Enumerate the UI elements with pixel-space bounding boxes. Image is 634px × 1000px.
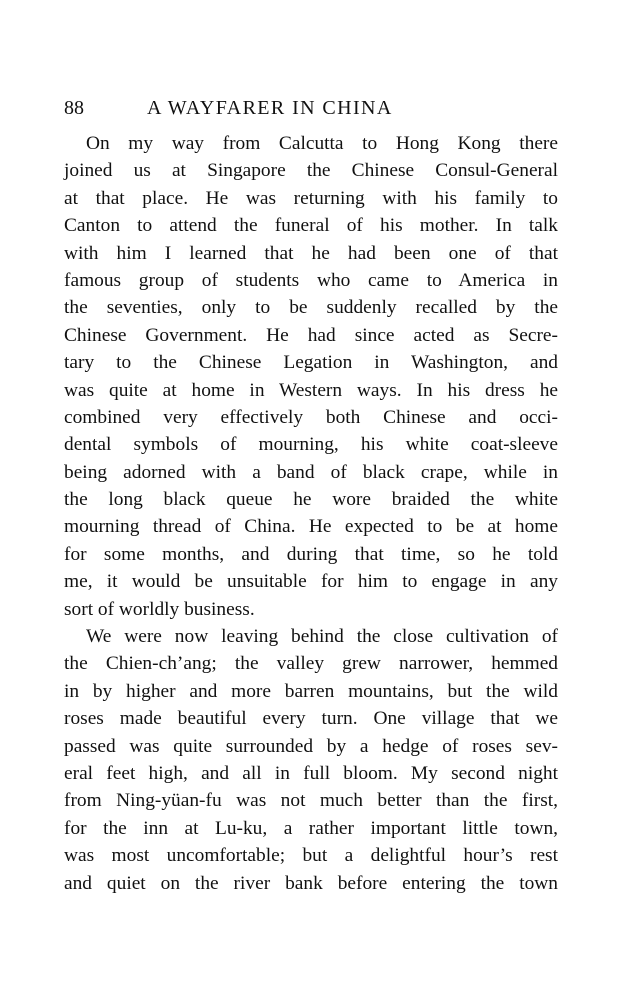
text-line: Chinese Government. He had since acted as Secre-	[64, 324, 558, 346]
text-line: We were now leaving behind the close cultivation of	[86, 626, 558, 648]
text-line: the long black queue he wore braided the white	[64, 489, 558, 511]
paragraph-1	[64, 130, 558, 623]
text-line: Canton to attend the funeral of his mother. In talk	[64, 215, 558, 237]
body-text	[64, 130, 558, 897]
text-line: joined us at Singapore the Chinese Consul-General	[64, 160, 558, 182]
text-line: passed was quite surrounded by a hedge of roses sev-	[64, 735, 558, 757]
text-line: in by higher and more barren mountains, but the wild	[64, 680, 558, 702]
text-line: being adorned with a band of black crape, while in	[64, 461, 558, 483]
text-line: the seventies, only to be suddenly recalled by the	[64, 297, 558, 319]
text-line: sort of worldly business.	[64, 598, 255, 620]
text-line: the Chien-ch’ang; the valley grew narrower, hemmed	[64, 653, 558, 675]
text-line: was most uncomfortable; but a delightful hour’s rest	[64, 845, 558, 867]
text-line: roses made beautiful every turn. One village that we	[64, 708, 558, 730]
text-line: eral feet high, and all in full bloom. My second night	[64, 762, 558, 784]
text-line: from Ning-yüan-fu was not much better than the first,	[64, 790, 558, 812]
text-line: tary to the Chinese Legation in Washington, and	[64, 352, 558, 374]
running-title: A WAYFARER IN CHINA	[147, 97, 393, 119]
text-line: was quite at home in Western ways. In his dress he	[64, 379, 558, 401]
text-line: me, it would be unsuitable for him to engage in any	[64, 571, 558, 593]
text-line: mourning thread of China. He expected to be at home	[64, 516, 558, 538]
paragraph-2	[64, 623, 558, 897]
text-line: On my way from Calcutta to Hong Kong there	[86, 133, 558, 154]
text-line: combined very effectively both Chinese and occi-	[64, 406, 558, 428]
text-line: for the inn at Lu-ku, a rather important little town,	[64, 817, 558, 839]
text-line: and quiet on the river bank before entering the town	[64, 872, 558, 894]
text-line: at that place. He was returning with his family to	[64, 187, 558, 209]
text-line: famous group of students who came to America in	[64, 269, 558, 291]
text-line: with him I learned that he had been one of that	[64, 242, 558, 264]
page-number: 88	[64, 97, 84, 119]
text-line: for some months, and during that time, so he told	[64, 543, 558, 565]
text-line: dental symbols of mourning, his white coat-sleeve	[64, 434, 558, 456]
running-head	[64, 94, 564, 122]
